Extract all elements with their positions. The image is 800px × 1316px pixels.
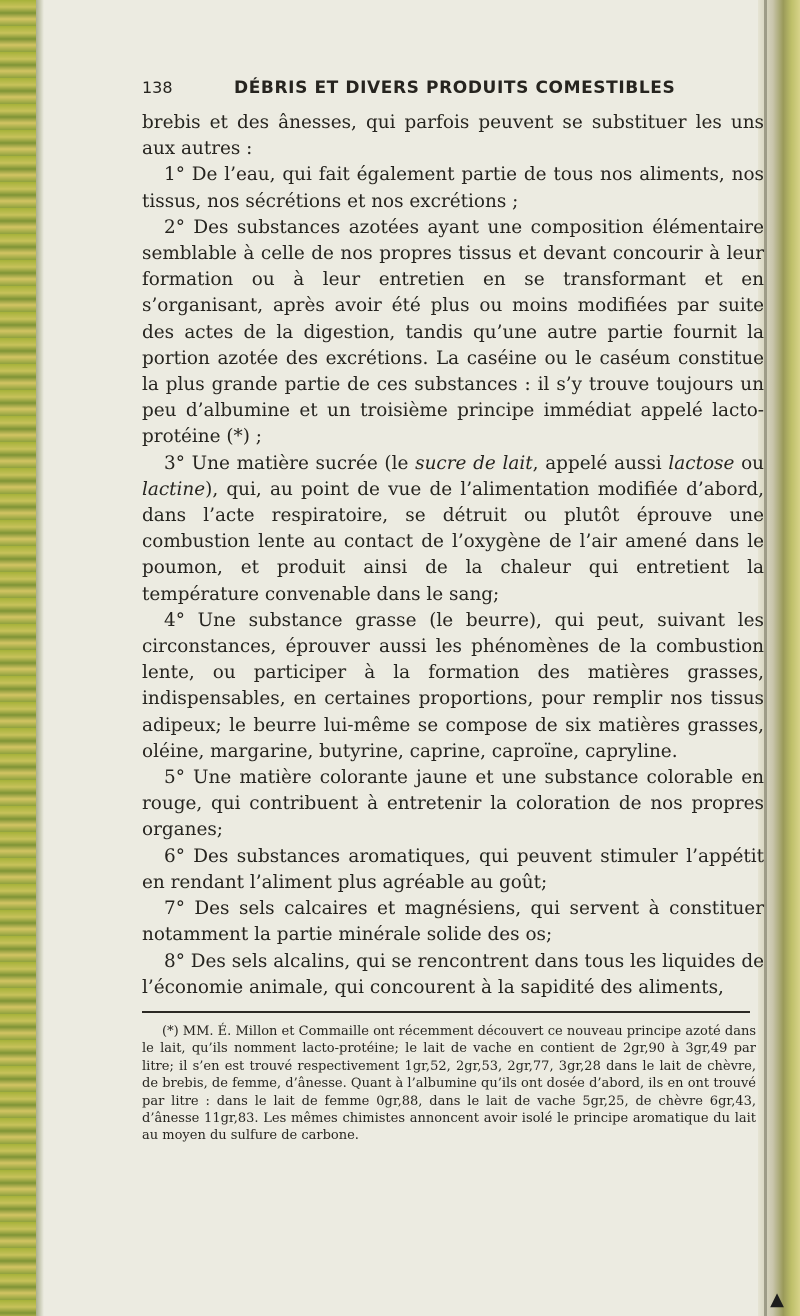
term-lactine: lactine xyxy=(142,478,206,500)
paragraph-item-3-text-b: , appelé aussi xyxy=(532,452,669,474)
body-text xyxy=(142,110,764,1001)
paragraph-item-6: 6° Des substances aromatiques, qui peuvent stimuler l’appétit en rendant l’aliment plus agréable au goût; xyxy=(142,845,764,893)
page-number: 138 xyxy=(142,78,173,97)
page-fore-edge xyxy=(758,0,800,1316)
paragraph-item-1: 1° De l’eau, qui fait également partie de tous nos aliments, nos tissus, nos sécrétions et nos excrétions ; xyxy=(142,164,764,212)
running-head xyxy=(142,78,764,104)
paragraph-item-3 xyxy=(142,451,764,608)
term-lactose: lactose xyxy=(668,452,735,474)
paragraph-item-3-text-a: 3° Une matière sucrée (le xyxy=(164,452,416,474)
paragraph-item-8: 8° Des sels alcalins, qui se rencontrent dans tous les liquides de l’économie animale, qui concourent à la sapidité des aliments, xyxy=(142,950,764,998)
book-binding-edge xyxy=(0,0,36,1316)
paragraph-continuation: brebis et des ânesses, qui parfois peuvent se substituer les uns aux autres : xyxy=(142,112,764,160)
paragraph-item-5: 5° Une matière colorante jaune et une substance colorable en rouge, qui contribuent à entretenir la coloration de nos propres organes; xyxy=(142,767,764,841)
running-head-title: DÉBRIS ET DIVERS PRODUITS COMESTIBLES xyxy=(234,78,676,98)
paragraph-item-4: 4° Une substance grasse (le beurre), qui peut, suivant les circonstances, éprouver aussi les phénomènes de la combustion lente, ou participer à la formation des matières grasses, indispensables, en certaines proportions, pour remplir nos tissus adipeux; le beurre lui-même se compose de six matières grasses, oléine, margarine, butyrine, caprine, caproïne, capryline. xyxy=(142,609,764,762)
paragraph-item-7: 7° Des sels calcaires et magnésiens, qui servent à constituer notamment la partie minérale solide des os; xyxy=(142,898,764,946)
paragraph-item-3-text-d: ), qui, au point de vue de l’alimentation modifiée d’abord, dans l’acte respiratoire, se détruit ou plutôt éprouve une combustion lente au contact de l’oxygène de l’air amené dans le poumon, et produit ainsi de la chaleur qui entretient la température convenable dans le sang; xyxy=(142,478,764,605)
book-page xyxy=(142,78,764,1145)
paragraph-item-2: 2° Des substances azotées ayant une composition élémentaire semblable à celle de nos propres tissus et devant concourir à leur formation ou à leur entretien en se transformant et en s’organisant, après avoir été plus ou moins modifiées par suite des actes de la digestion, tandis qu’une autre partie fournit la portion azotée des excrétions. La caséine ou le caséum constitue la plus grande partie de ces substances : il s’y trouve toujours un peu d’albumine et un troisième principe immédiat appelé lacto-protéine (*) ; xyxy=(142,216,764,448)
footnote: (*) MM. É. Millon et Commaille ont récemment découvert ce nouveau principe azoté dans le lait, qu’ils nomment lacto-protéine; le lait de vache en contient de 2gr,90 à 3gr,49 par litre; il s’en est trouvé respectivement 1gr,52, 2gr,53, 2gr,77, 3gr,28 dans le lait de chèvre, de brebis, de femme, d’ânesse. Quant à l’albumine qu’ils ont dosée d’abord, ils en ont trouvé par litre : dans le lait de femme 0gr,88, dans le lait de vache 5gr,25, de chèvre 6gr,43, d’ânesse 11gr,83. Les mêmes chimistes annoncent avoir isolé le principe aromatique du lait au moyen du sulfure de carbone. xyxy=(142,1023,756,1144)
term-sucre-de-lait: sucre de lait xyxy=(415,452,533,474)
paragraph-item-3-text-c: ou xyxy=(734,452,765,474)
corner-arrow-icon: ▲ xyxy=(770,1289,784,1310)
footnote-separator xyxy=(142,1011,750,1013)
